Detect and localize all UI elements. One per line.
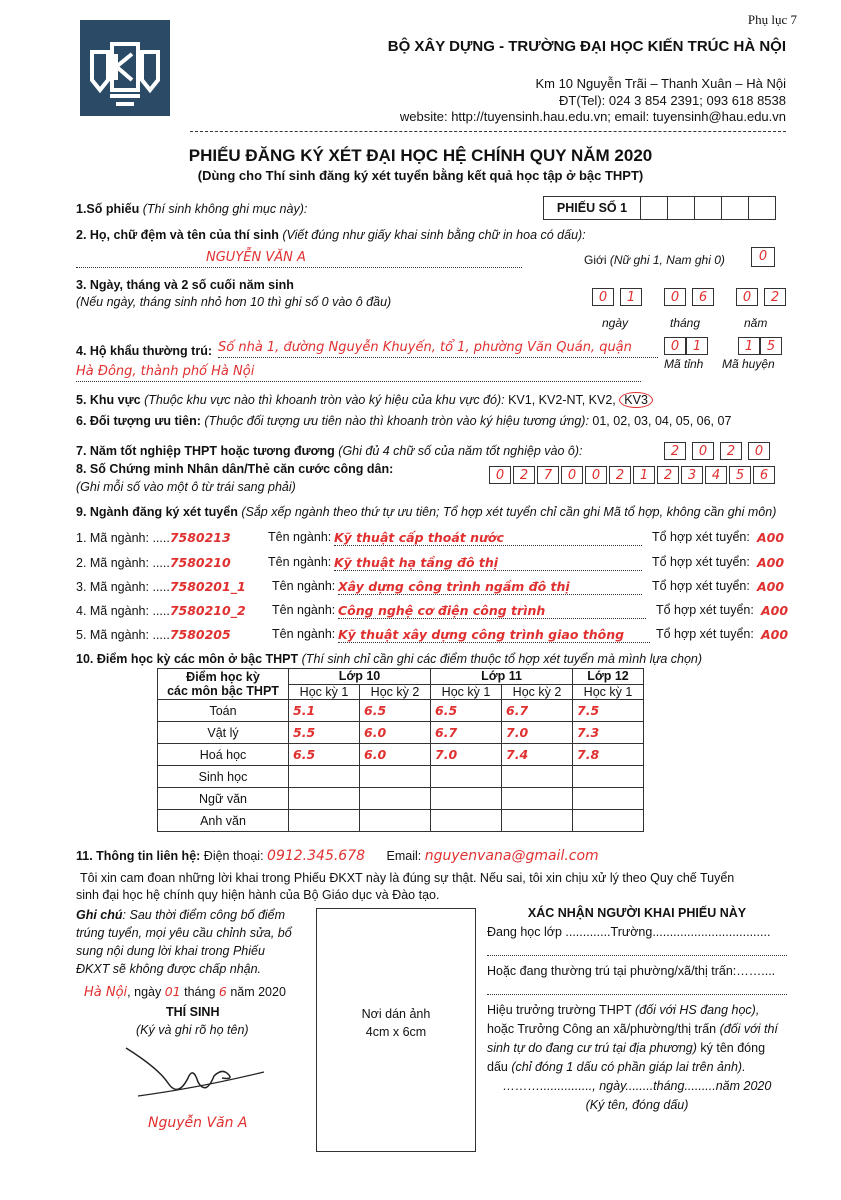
major-row: 5. Mã ngành: .....7580205 Tên ngành: Kỹ thuật xây dựng công trình giao thông Tổ hợp xét tuyển: A00 (76, 627, 789, 642)
id-digit: 6 (753, 466, 775, 484)
dob-digit: 6 (692, 288, 714, 306)
section-5: 5. Khu vực (Thuộc khu vực nào thì khoanh tròn vào ký hiệu của khu vực đó): KV1, KV2-NT, KV2, KV3 (76, 392, 653, 408)
sign-date: Hà Nội, ngày 01 tháng 6 năm 2020 (84, 984, 286, 1000)
selected-region: KV3 (619, 392, 653, 408)
header-divider (190, 131, 786, 132)
signer-name: Nguyễn Văn A (148, 1115, 248, 1131)
grad-year-digit: 0 (748, 442, 770, 460)
id-digit: 3 (681, 466, 703, 484)
ticket-cell (640, 196, 668, 220)
id-digit: 2 (609, 466, 631, 484)
id-digit: 4 (705, 466, 727, 484)
dob-digit: 0 (592, 288, 614, 306)
dob-day-label: ngày (602, 316, 629, 330)
district-digit: 1 (738, 337, 760, 355)
signer-title: THÍ SINH (166, 1005, 220, 1019)
org-name: BỘ XÂY DỰNG - TRƯỜNG ĐẠI HỌC KIẾN TRÚC HÀ NỘI (387, 38, 786, 55)
address-line-2: Hà Đông, thành phố Hà Nội (76, 364, 641, 382)
appendix-label: Phụ lục 7 (747, 12, 797, 27)
dob-year-label: năm (744, 316, 768, 330)
grad-year-digit: 2 (720, 442, 742, 460)
form-subtitle: (Dùng cho Thí sinh đăng ký xét tuyển bằng kết quả học tập ở bậc THPT) (197, 168, 644, 183)
full-name: NGUYỄN VĂN A (206, 250, 306, 265)
name-line (76, 251, 522, 268)
table-row: Toán 5.1 6.5 6.5 6.7 7.5 (158, 700, 644, 722)
dob-digit: 0 (664, 288, 686, 306)
district-code-label: Mã huyện (722, 357, 775, 371)
province-code-label: Mã tỉnh (664, 357, 704, 371)
pledge-line-2: sinh đại học hệ chính quy hiện hành của Bộ Giáo dục và Đào tạo. (76, 888, 440, 902)
gender-label: Giới (Nữ ghi 1, Nam ghi 0) (584, 253, 725, 267)
table-row: Vật lý 5.5 6.0 6.7 7.0 7.3 (158, 722, 644, 744)
section-7: 7. Năm tốt nghiệp THPT hoặc tương đương (Ghi đủ 4 chữ số của năm tốt nghiệp vào ô): (76, 444, 583, 458)
id-digit: 1 (633, 466, 655, 484)
id-digit: 0 (489, 466, 511, 484)
ticket-cell (721, 196, 749, 220)
section-9: 9. Ngành đăng ký xét tuyển (Sắp xếp ngành theo thứ tự ưu tiên; Tổ hợp xét tuyển chỉ cần ghi Mã tổ hợp, không cần ghi môn) (76, 505, 777, 519)
school-logo (80, 20, 170, 116)
section-10: 10. Điểm học kỳ các môn ở bậc THPT (Thí sinh chỉ cần ghi các điểm thuộc tổ hợp xét tuyển mà mình lựa chọn) (76, 652, 703, 666)
form-title: PHIẾU ĐĂNG KÝ XÉT ĐẠI HỌC HỆ CHÍNH QUY NĂM 2020 (188, 146, 653, 165)
grad-year-digit: 0 (692, 442, 714, 460)
ticket-cell (694, 196, 722, 220)
signer-note: (Ký và ghi rõ họ tên) (136, 1023, 249, 1037)
id-digit: 2 (657, 466, 679, 484)
dob-digit: 1 (620, 288, 642, 306)
id-digit: 0 (561, 466, 583, 484)
ticket-number-box: PHIẾU SỐ 1 (543, 196, 641, 220)
district-digit: 5 (760, 337, 782, 355)
id-digit: 2 (513, 466, 535, 484)
id-digit: 5 (729, 466, 751, 484)
section-8-note: (Ghi mỗi số vào một ô từ trái sang phải) (76, 480, 296, 494)
confirmation-block: XÁC NHẬN NGƯỜI KHAI PHIẾU NÀY Đang học lớp .............Trường.................................. Hoặc đang thường trú tại phường/xã/thị trấn:…….... Hiệu trưởng trường THPT (đối với HS đang học), hoặc Trưởng Công an xã/phường/thị trấn (đối với thí sinh tự do đang cư trú tại địa phương) ký tên đóng dấu (chỉ đóng 1 dấu có phần giáp lai trên ảnh). ………..............., ngày........tháng.........năm 2020 (Ký tên, đóng dấu) (487, 904, 787, 1115)
table-row: Anh văn (158, 810, 644, 832)
province-digit: 0 (664, 337, 686, 355)
gender-box: 0 (751, 247, 775, 267)
signature-icon (118, 1038, 268, 1108)
logo-emblem-icon (80, 20, 170, 116)
major-row: 1. Mã ngành: .....7580213 Tên ngành: Kỹ thuật cấp thoát nước Tổ hợp xét tuyển: A00 (76, 530, 785, 545)
contact-phone: 0912.345.678 (267, 848, 366, 864)
score-table: Điểm học kỳ các môn bậc THPT Lớp 10 Lớp 11 Lớp 12 Học kỳ 1 Học kỳ 2 Học kỳ 1 Học kỳ 2 Học kỳ 1 Toán 5.1 6.5 6.5 6.7 7.5 Vật lý 5.5 6.0 6.7 7.0 7.3 Hoá học 6.5 6.0 7.0 7.4 7.8 Sinh học Ngữ văn Anh văn (157, 668, 644, 832)
contact-email: nguyenvana@gmail.com (424, 848, 599, 864)
address-line-1: Số nhà 1, đường Nguyễn Khuyến, tổ 1, phường Văn Quán, quận (218, 340, 658, 358)
section-3-label: 3. Ngày, tháng và 2 số cuối năm sinh (76, 278, 294, 292)
id-digit: 7 (537, 466, 559, 484)
section-6: 6. Đối tượng ưu tiên: (Thuộc đối tượng ưu tiên nào thì khoanh tròn vào ký hiệu tương ứng): 01, 02, 03, 04, 05, 06, 07 (76, 414, 732, 428)
grad-year-digit: 2 (664, 442, 686, 460)
section-11: 11. Thông tin liên hệ: Điện thoại: 0912.345.678 Email: nguyenvana@gmail.com (76, 848, 599, 864)
org-phone: ĐT(Tel): 024 3 854 2391; 093 618 8538 (559, 93, 786, 108)
section-4-label: 4. Hộ khẩu thường trú: (76, 344, 212, 358)
section-3-note: (Nếu ngày, tháng sinh nhỏ hơn 10 thì ghi số 0 vào ô đầu) (76, 295, 392, 309)
major-row: 4. Mã ngành: .....7580210_2 Tên ngành: Công nghệ cơ điện công trình Tổ hợp xét tuyển: A00 (76, 603, 789, 618)
section-2: 2. Họ, chữ đệm và tên của thí sinh (Viết đúng như giấy khai sinh bằng chữ in hoa có dấu): (76, 228, 586, 242)
id-digit: 0 (585, 466, 607, 484)
org-website: website: http://tuyensinh.hau.edu.vn; email: tuyensinh@hau.edu.vn (399, 109, 786, 124)
table-row: Sinh học (158, 766, 644, 788)
table-row: Ngữ văn (158, 788, 644, 810)
ticket-cell (667, 196, 695, 220)
major-row: 2. Mã ngành: .....7580210 Tên ngành: Kỹ thuật hạ tầng đô thị Tổ hợp xét tuyển: A00 (76, 555, 785, 570)
photo-placeholder: Nơi dán ảnh 4cm x 6cm (316, 908, 476, 1152)
section-8-label: 8. Số Chứng minh Nhân dân/Thẻ căn cước công dân: (76, 462, 394, 476)
dob-month-label: tháng (670, 316, 701, 330)
dob-digit: 2 (764, 288, 786, 306)
major-row: 3. Mã ngành: .....7580201_1 Tên ngành: Xây dựng công trình ngầm đô thị Tổ hợp xét tuyển: A00 (76, 579, 785, 594)
note-block: Ghi chú: Sau thời điểm công bố điểm trúng tuyển, mọi yêu cầu chỉnh sửa, bổ sung nội dung lời khai trong Phiếu ĐKXT sẽ không được chấp nhận. (76, 908, 292, 976)
org-address: Km 10 Nguyễn Trãi – Thanh Xuân – Hà Nội (535, 76, 786, 91)
table-row: Hoá học 6.5 6.0 7.0 7.4 7.8 (158, 744, 644, 766)
pledge-line-1: Tôi xin cam đoan những lời khai trong Phiếu ĐKXT này là đúng sự thật. Nếu sai, tôi xin chịu xử lý theo Quy chế Tuyển (80, 871, 735, 885)
province-digit: 1 (686, 337, 708, 355)
ticket-cell (748, 196, 776, 220)
dob-digit: 0 (736, 288, 758, 306)
section-1: 1.Số phiếu (Thí sinh không ghi mục này): (76, 202, 308, 216)
